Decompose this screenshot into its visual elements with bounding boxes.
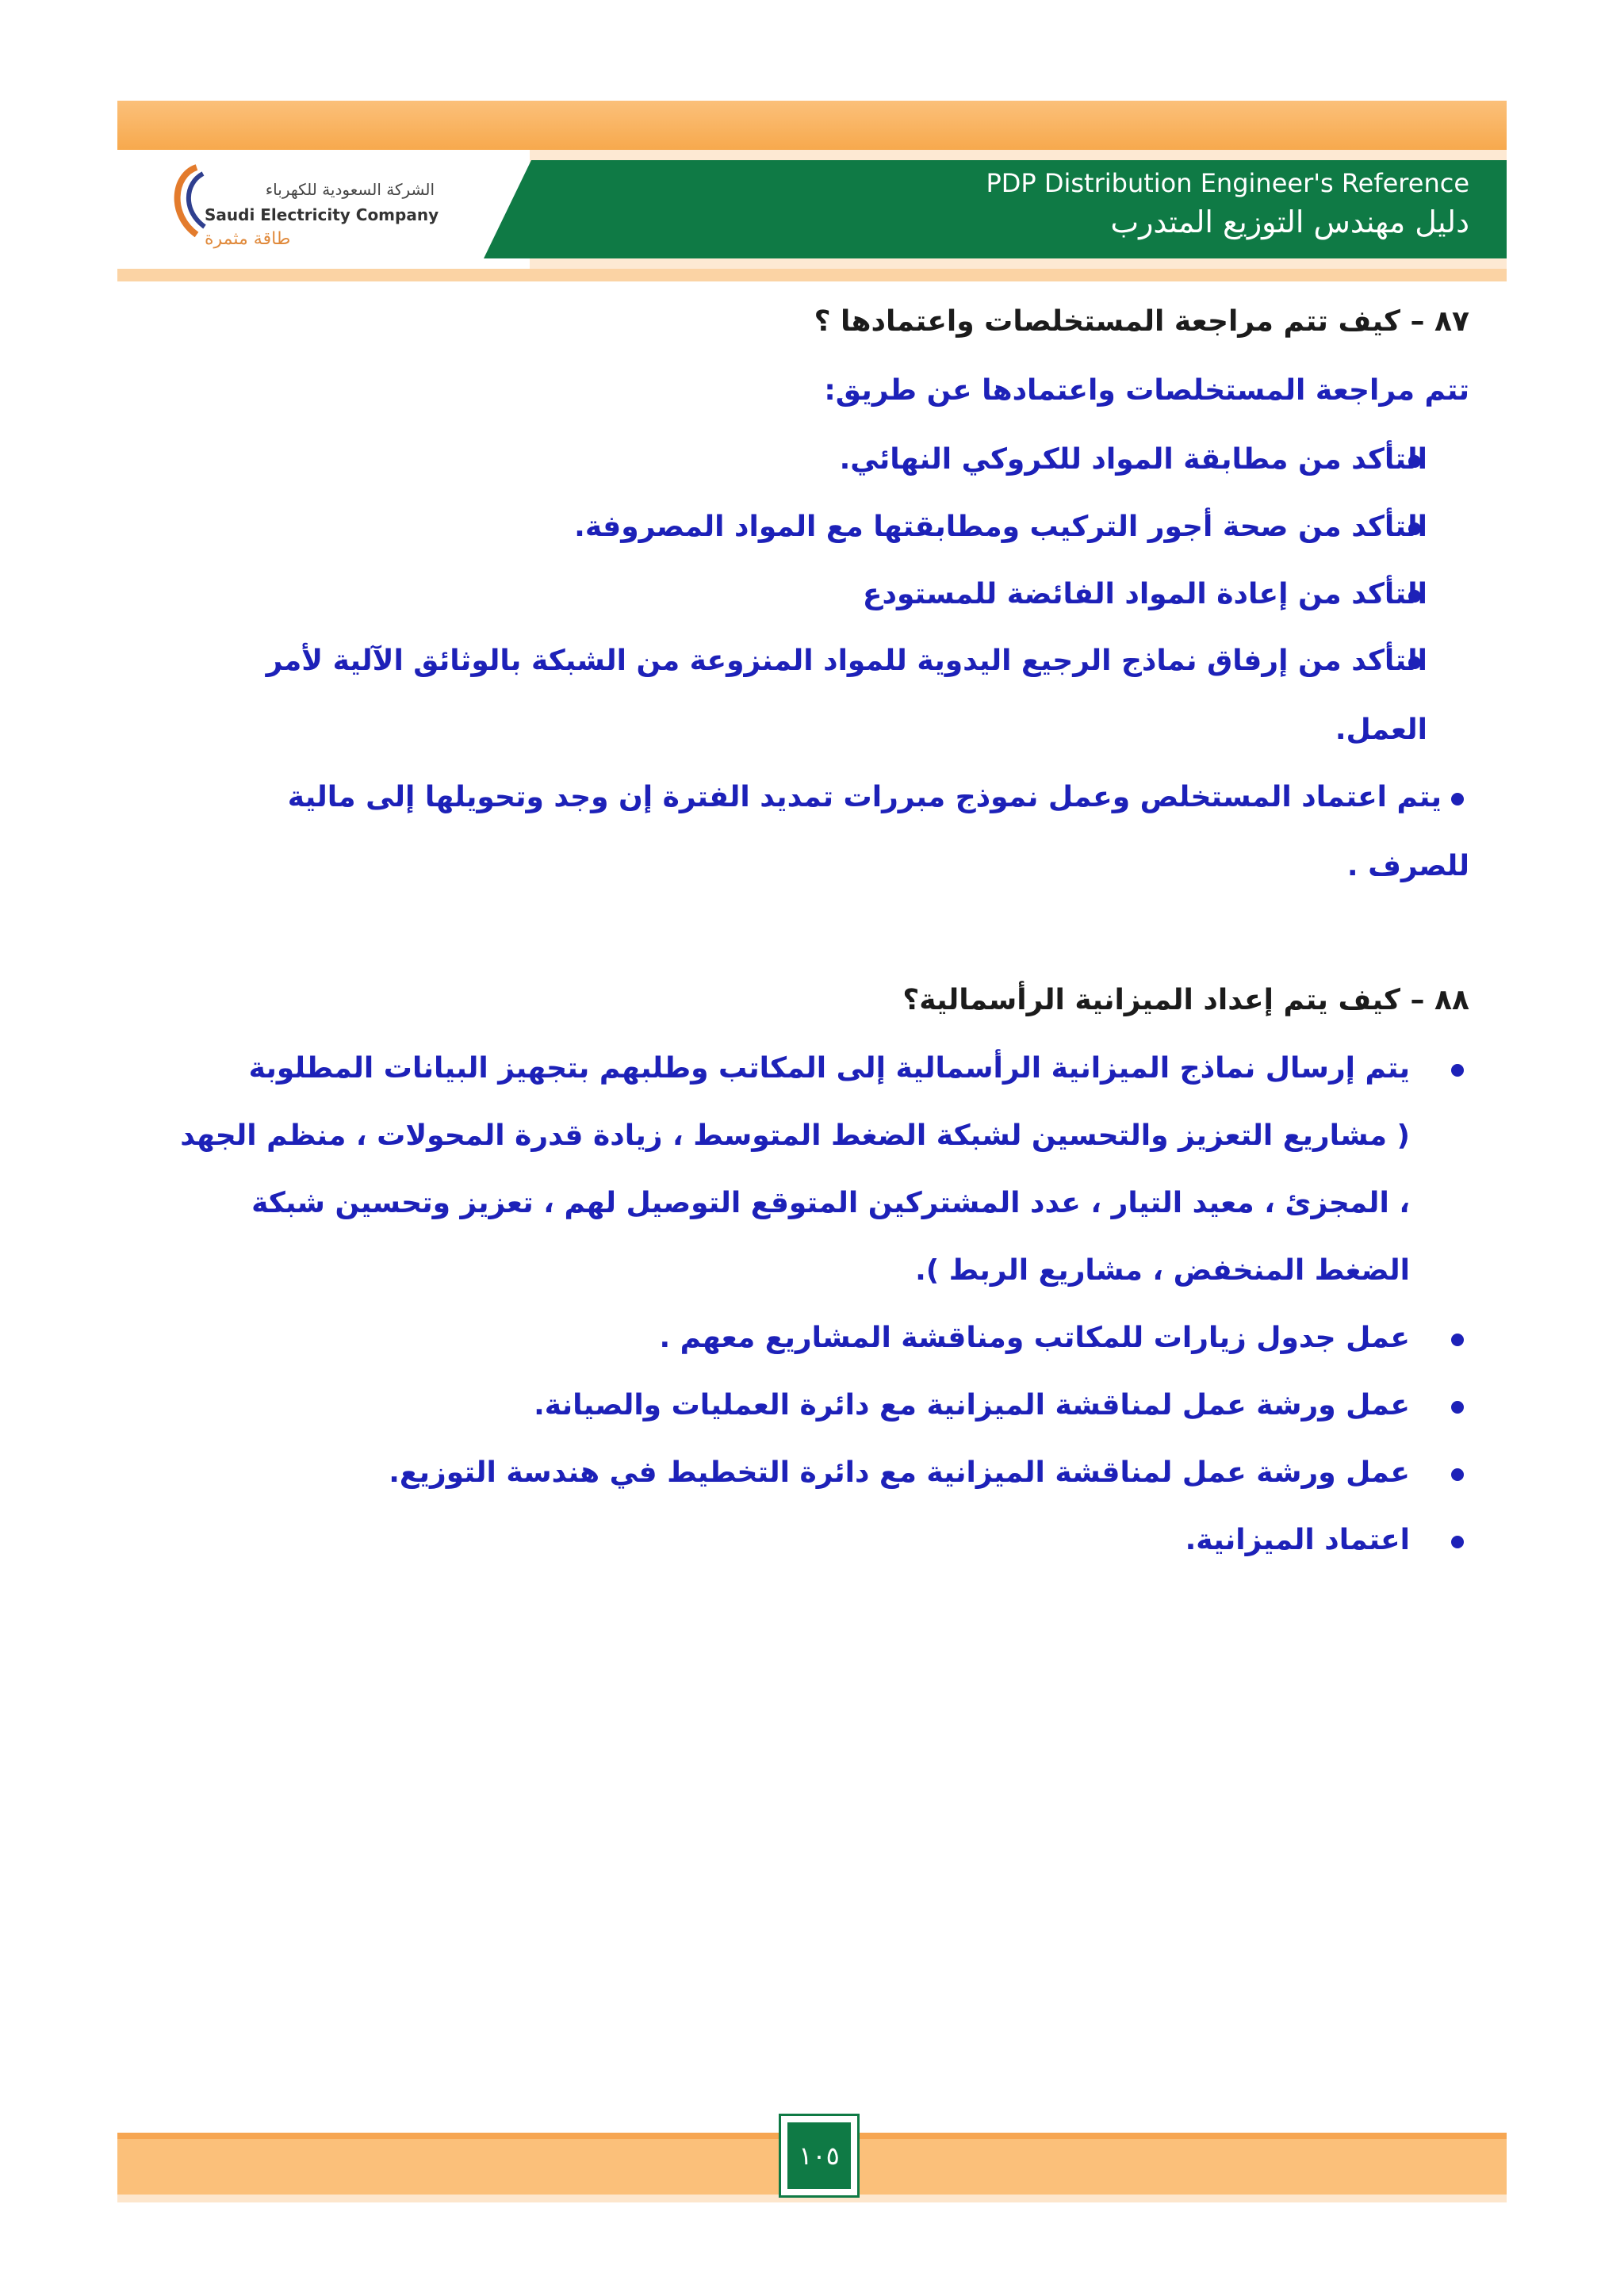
q88-bullet-1-line-2: ( مشاريع التعزيز والتحسين لشبكة الضغط المتوسط ، زيادة قدرة المحولات ، منظم الجهد — [180, 1119, 1410, 1152]
page-number-box — [779, 2114, 860, 2198]
q87-bullet-4-line-2: العمل. — [1335, 714, 1427, 746]
question-87-title: ٨٧ – كيف تتم مراجعة المستخلصات واعتمادها ؟ — [814, 305, 1469, 338]
logo-english-name: Saudi Electricity Company — [205, 205, 439, 224]
page-number: ١٠٥ — [787, 2122, 851, 2189]
bullet-icon — [1451, 1536, 1464, 1548]
q88-bullet-1-line-3: ، المجزئ ، معيد التيار ، عدد المشتركين المتوقع التوصيل لهم ، تعزيز وتحسين شبكة — [251, 1187, 1410, 1219]
q88-bullet-3: عمل ورشة عمل لمناقشة الميزانية مع دائرة العمليات والصيانة. — [534, 1389, 1410, 1422]
header-title-english: PDP Distribution Engineer's Reference — [986, 168, 1469, 198]
bullet-icon — [1451, 1334, 1464, 1346]
header-bottom-band — [117, 269, 1507, 281]
q88-bullet-1-line-1: يتم إرسال نماذج الميزانية الرأسمالية إلى المكاتب وطلبهم بتجهيز البيانات المطلوبة — [248, 1052, 1410, 1085]
logo-tagline: طاقة مثمرة — [205, 229, 291, 249]
header-title-arabic: دليل مهندس التوزيع المتدرب — [1110, 205, 1469, 239]
q87-bullet-4-line-1: التأكد من إرفاق نماذج الرجيع اليدوية للمواد المنزوعة من الشبكة بالوثائق الآلية لأمر — [266, 645, 1427, 677]
bullet-icon — [1451, 1064, 1464, 1077]
q87-bullet-5-line-2: للصرف . — [1346, 850, 1469, 882]
q87-bullet-3: التأكد من إعادة المواد الفائضة للمستودع — [862, 578, 1427, 610]
q88-bullet-1-line-4: الضغط المنخفض ، مشاريع الربط ). — [915, 1254, 1410, 1287]
q87-bullet-2: التأكد من صحة أجور التركيب ومطابقتها مع المواد المصروفة. — [574, 511, 1427, 543]
header-top-band — [117, 101, 1507, 150]
bullet-icon — [1451, 793, 1464, 806]
question-88-title: ٨٨ – كيف يتم إعداد الميزانية الرأسمالية؟ — [902, 984, 1469, 1016]
bullet-icon — [1451, 1401, 1464, 1414]
question-87-intro: تتم مراجعة المستخلصات واعتمادها عن طريق: — [824, 374, 1469, 407]
logo-arabic-name: الشركة السعودية للكهرباء — [265, 180, 435, 199]
bullet-icon — [1451, 1468, 1464, 1481]
q88-bullet-5: اعتماد الميزانية. — [1185, 1524, 1410, 1556]
company-logo — [117, 150, 530, 269]
q87-bullet-5-line-1: يتم اعتماد المستخلص وعمل نموذج مبررات تمديد الفترة إن وجد وتحويلها إلى مالية — [287, 781, 1442, 813]
q88-bullet-4: عمل ورشة عمل لمناقشة الميزانية مع دائرة التخطيط في هندسة التوزيع. — [389, 1456, 1410, 1489]
q87-bullet-1: التأكد من مطابقة المواد للكروكي النهائي. — [839, 443, 1427, 476]
q88-bullet-2: عمل جدول زيارات للمكاتب ومناقشة المشاريع معهم . — [659, 1322, 1410, 1354]
